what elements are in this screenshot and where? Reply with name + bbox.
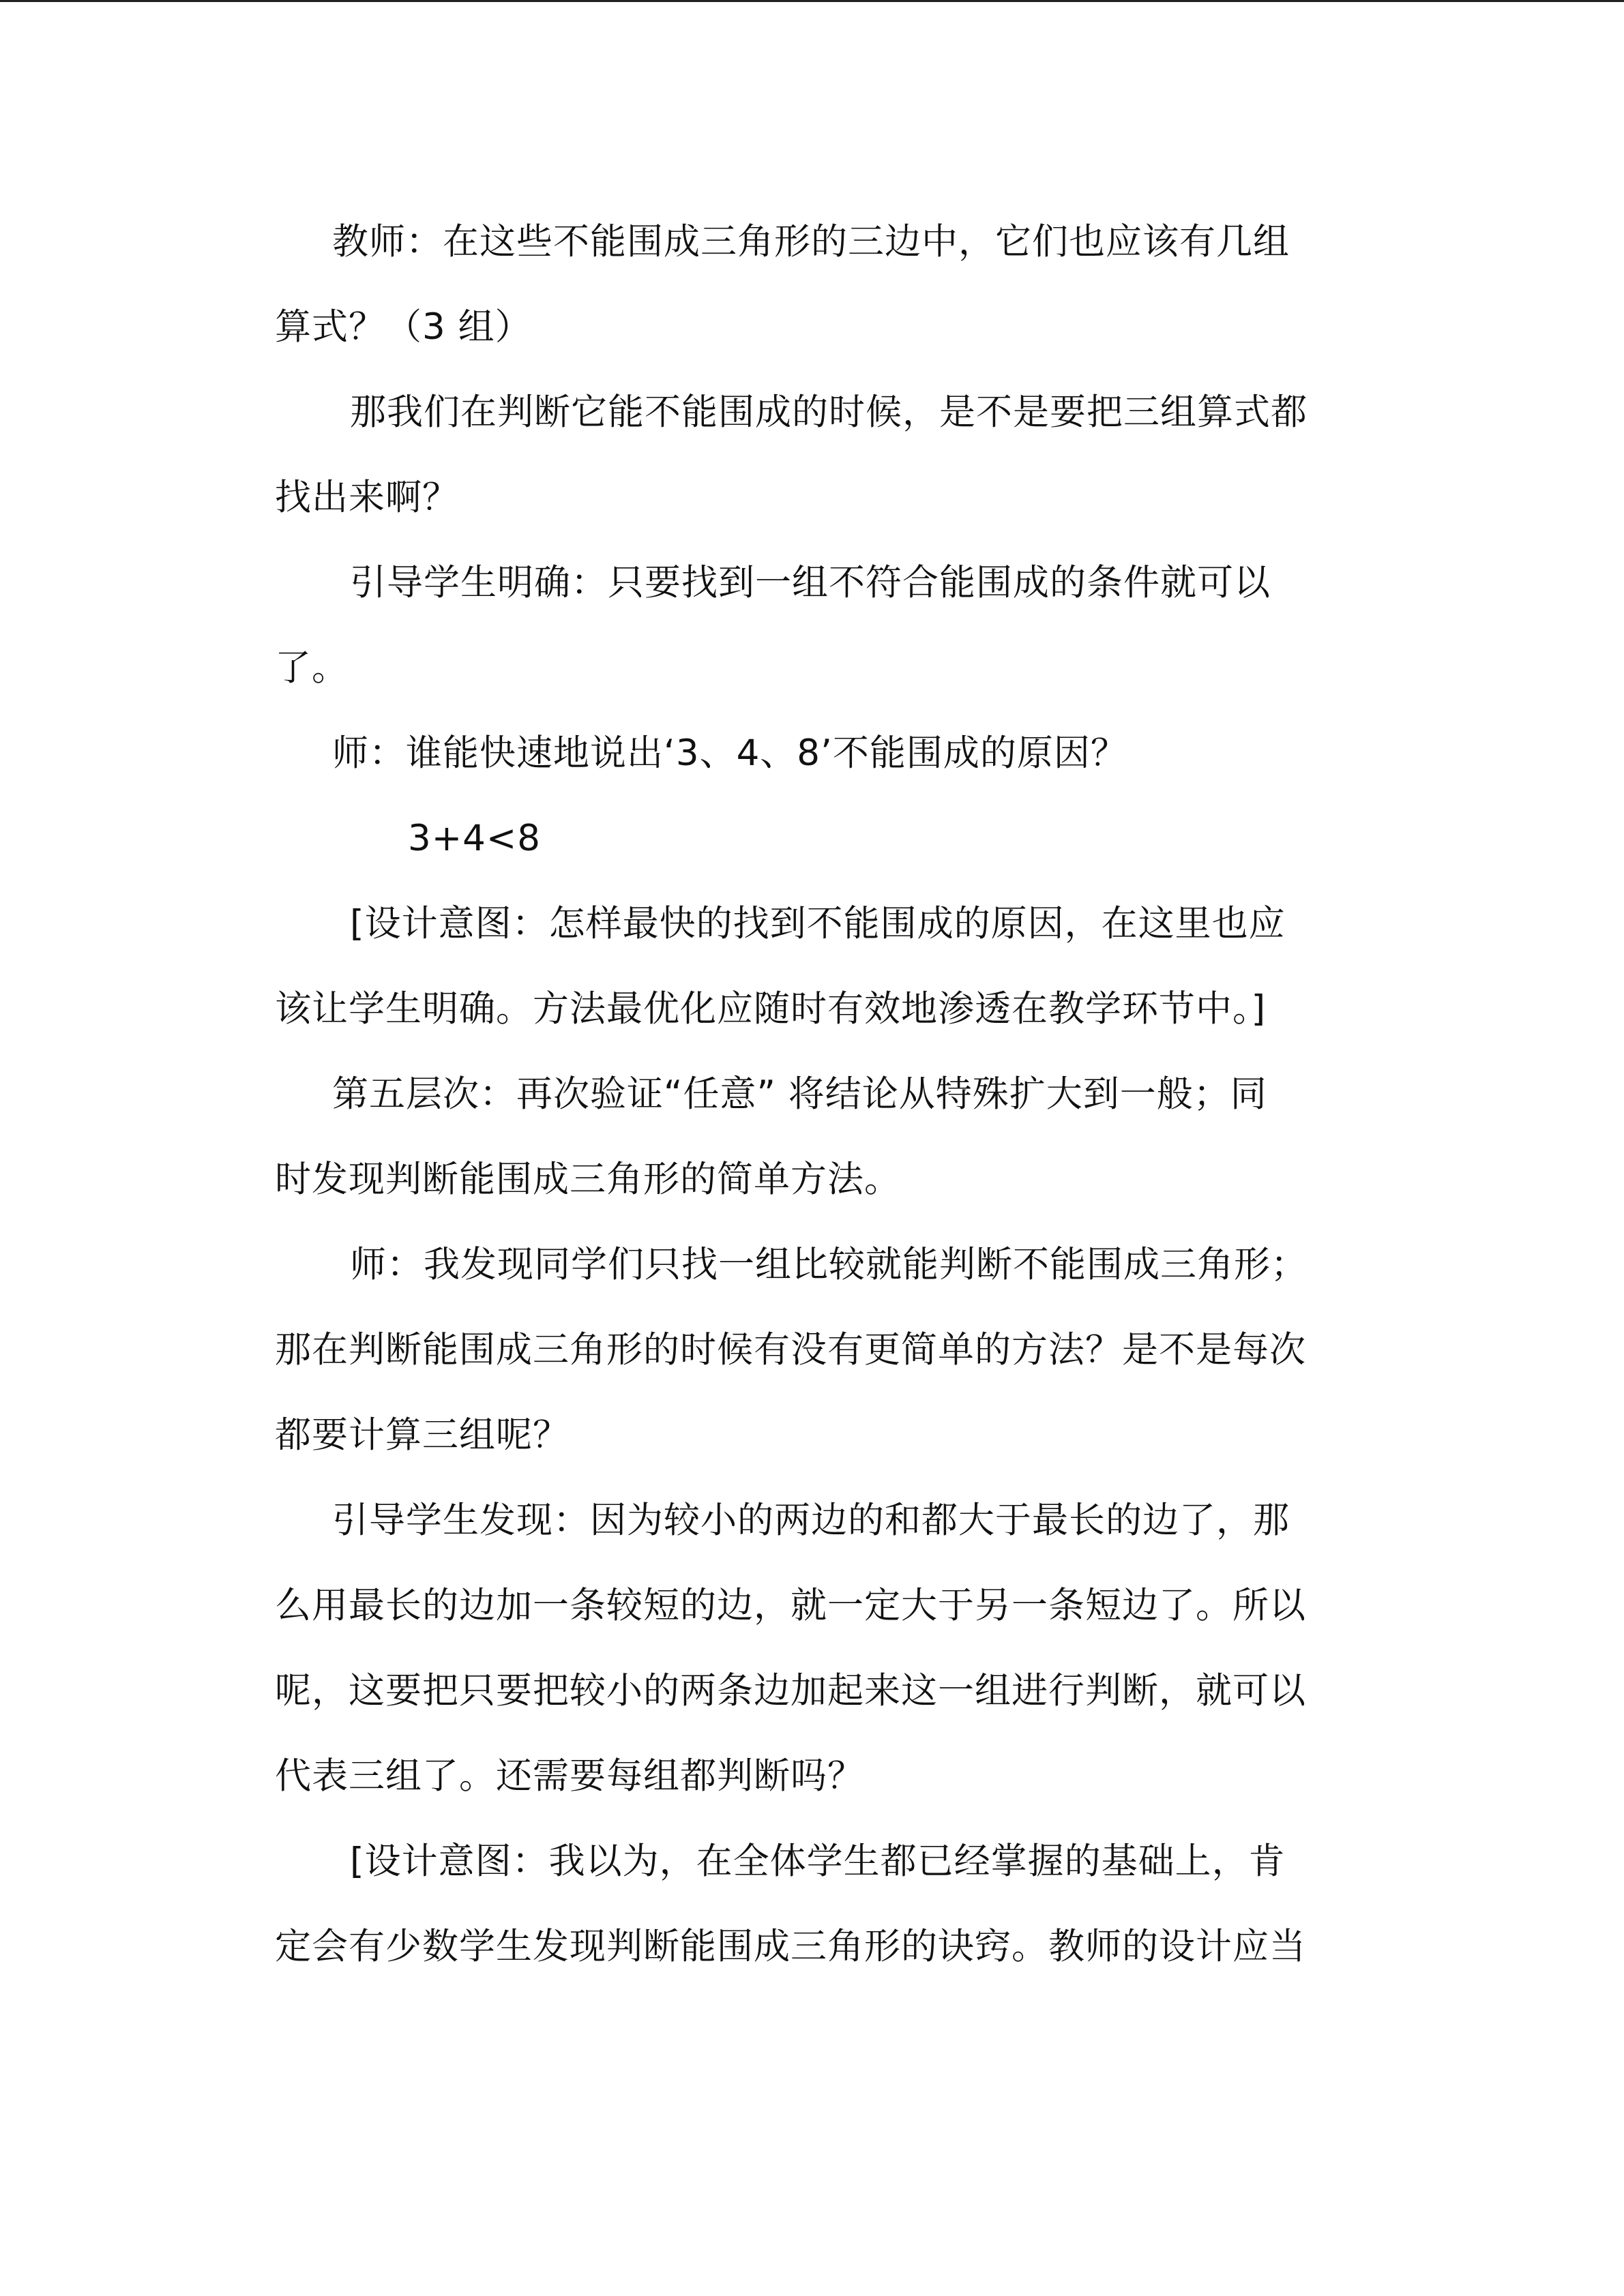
text-line: 引导学生明确：只要找到一组不符合能围成的条件就可以 [350,562,1271,603]
text-line: 那我们在判断它能不能围成的时候，是不是要把三组算式都 [350,391,1308,433]
text-line: 么用最长的边加一条较短的边，就一定大于另一条短边了。所以 [275,1585,1306,1626]
text-line: 引导学生发现：因为较小的两边的和都大于最长的边了，那 [332,1500,1290,1541]
text-line: 教师：在这些不能围成三角形的三边中，它们也应该有几组 [332,221,1290,263]
text-line: 该让学生明确。方法最优化应随时有效地渗透在教学环节中。] [275,988,1267,1030]
text-line: 呢，这要把只要把较小的两条边加起来这一组进行判断，就可以 [275,1670,1306,1712]
text-line: 了。 [275,647,349,689]
text-line: 都要计算三组呢？ [275,1414,570,1456]
text-line: [设计意图：怎样最快的找到不能围成的原因，在这里也应 [350,903,1286,944]
text-line: 找出来啊？ [275,477,459,518]
page-top-border [0,0,1624,2]
text-line: 定会有少数学生发现判断能围成三角形的诀窍。教师的设计应当 [275,1926,1306,1967]
text-line: 那在判断能围成三角形的时候有没有更简单的方法？是不是每次 [275,1329,1306,1371]
text-line: 时发现判断能围成三角形的简单方法。 [275,1159,901,1200]
text-line: 代表三组了。还需要每组都判断吗？ [275,1755,864,1797]
text-line: 师：我发现同学们只找一组比较就能判断不能围成三角形； [350,1244,1308,1285]
text-line: 第五层次：再次验证“任意” 将结论从特殊扩大到一般；同 [332,1073,1267,1115]
text-line: 3+4<8 [408,818,541,859]
text-line: 师：谁能快速地说出‘3、4、8’不能围成的原因？ [332,732,1127,774]
text-line: [设计意图：我以为，在全体学生都已经掌握的基础上，肯 [350,1840,1286,1882]
text-line: 算式？（3 组） [275,306,532,348]
